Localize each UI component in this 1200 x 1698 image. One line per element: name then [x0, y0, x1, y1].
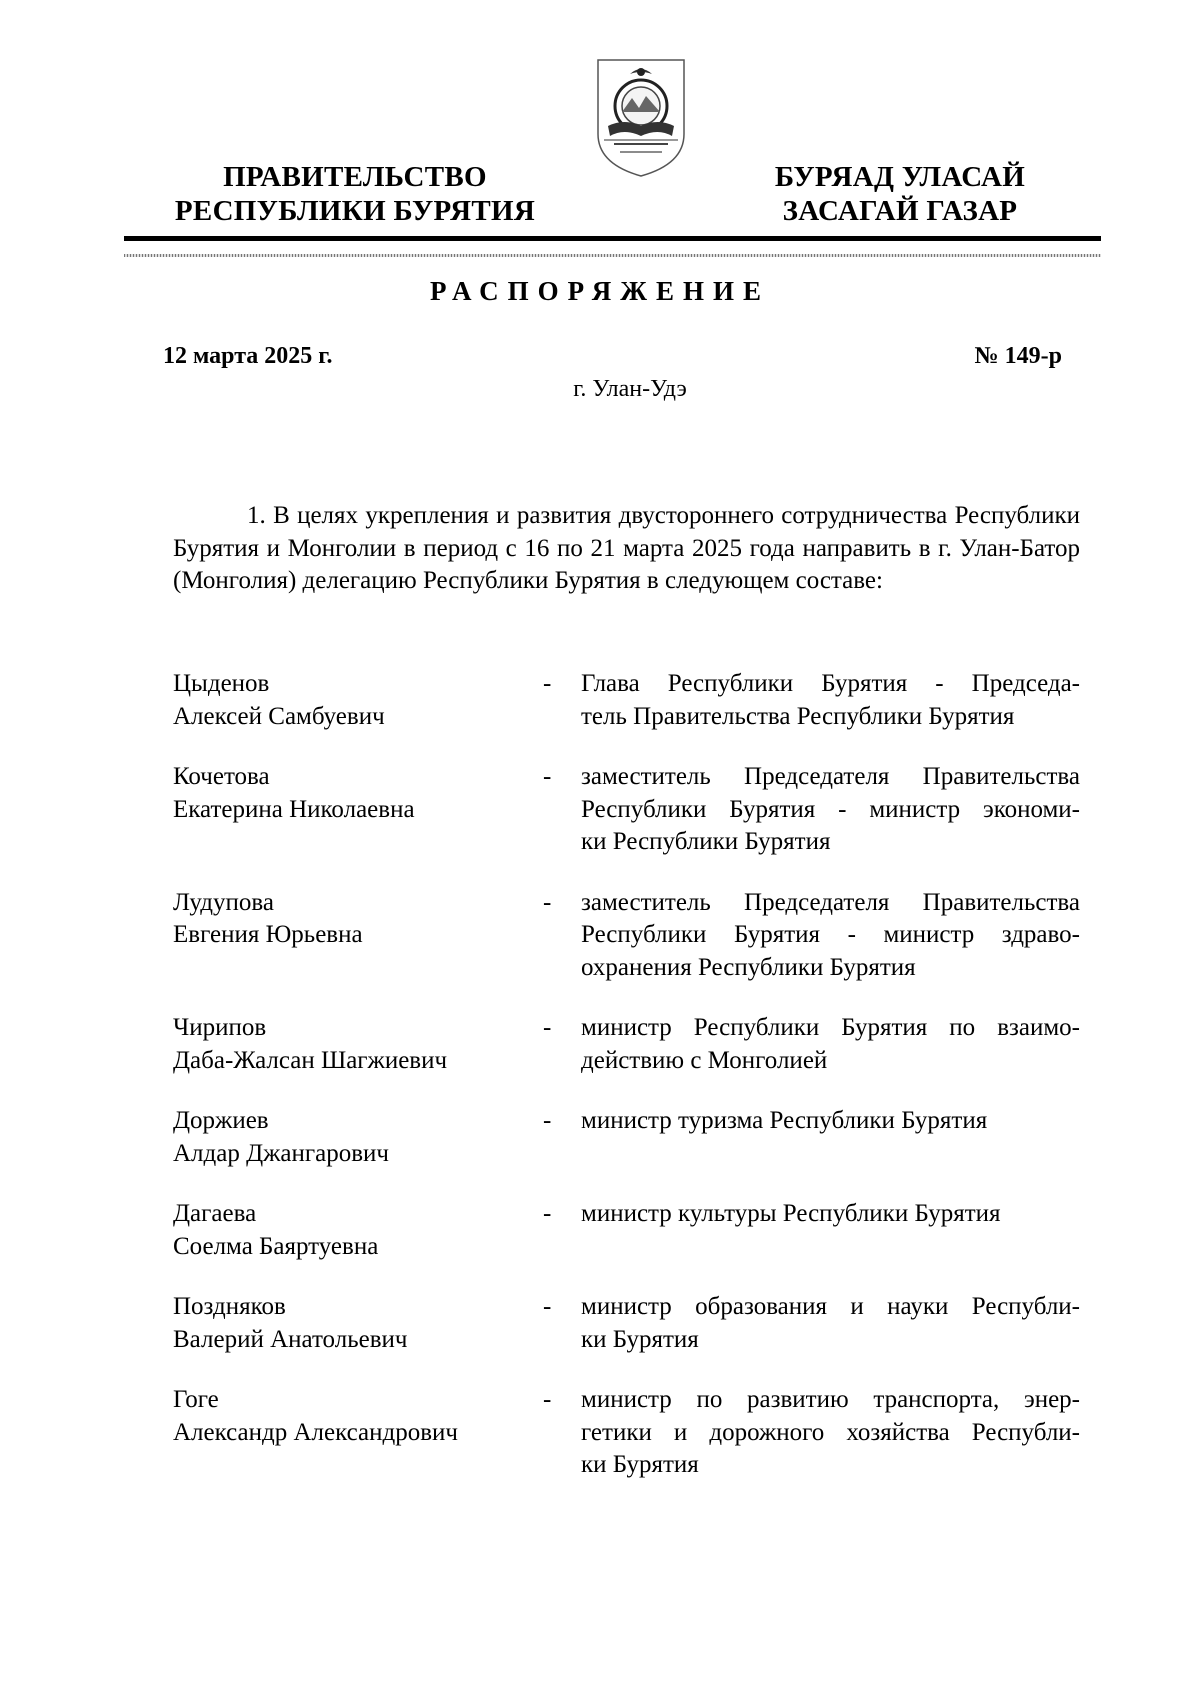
member-role: [581, 1105, 1080, 1170]
delegation-member: [173, 1105, 1080, 1170]
member-role-line: министр по развитию транспорта, энер-: [581, 1386, 1080, 1413]
member-surname: Цыденов: [173, 670, 270, 697]
member-dash: -: [543, 1293, 552, 1320]
document-number: № 149-р: [974, 343, 1062, 369]
member-surname: Дагаева: [173, 1200, 257, 1227]
header-left-line2: РЕСПУБЛИКИ БУРЯТИЯ: [174, 195, 536, 227]
member-role-line: заместитель Председателя Правительства: [581, 888, 1080, 916]
member-name: [173, 761, 543, 859]
intro-paragraph: 1. В целях укрепления и развития двустороннего сотрудничества Республики Бурятия и Монголии в период с 16 по 21 марта 2025 года направить в г. Улан-Батор (Монголия) делегацию Республики Бурятия в следующем составе:: [173, 502, 1080, 594]
member-role: [581, 887, 1080, 985]
document-date: 12 марта 2025 г.: [163, 343, 333, 369]
member-name: [173, 668, 543, 733]
header-divider-thin: [124, 254, 1101, 257]
member-dash: -: [543, 1200, 552, 1227]
member-given-names: Александр Александрович: [173, 1418, 458, 1446]
member-dash: -: [543, 1014, 552, 1041]
header-right-line2: ЗАСАГАЙ ГАЗАР: [782, 195, 1018, 227]
delegation-member: [173, 887, 1080, 985]
member-surname: Кочетова: [173, 763, 270, 790]
member-role: [581, 1291, 1080, 1356]
member-role-line: Республики Бурятия - министр здраво-: [581, 921, 1080, 948]
delegation-member: [173, 761, 1080, 859]
member-given-names: Екатерина Николаевна: [173, 795, 415, 823]
delegation-member: [173, 1291, 1080, 1356]
member-role-line: гетики и дорожного хозяйства Республи-: [581, 1418, 1080, 1446]
member-role: [581, 761, 1080, 859]
member-role-line: заместитель Председателя Правительства: [581, 763, 1080, 790]
header-right-line1: БУРЯАД УЛАСАЙ: [774, 161, 1026, 193]
member-role-line: министр культуры Республики Бурятия: [581, 1200, 1001, 1227]
member-role: [581, 1198, 1080, 1263]
member-surname: Чирипов: [173, 1014, 267, 1041]
member-role-line: ки Бурятия: [581, 1451, 699, 1478]
member-role-line: министр туризма Республики Бурятия: [581, 1107, 988, 1134]
member-name: [173, 1012, 543, 1077]
member-surname: Лудупова: [173, 888, 274, 916]
member-role: [581, 668, 1080, 733]
member-role-line: Республики Бурятия - министр экономи-: [581, 795, 1080, 823]
member-surname: Поздняков: [173, 1293, 286, 1320]
member-name: [173, 1384, 543, 1482]
member-role-line: действию с Монголией: [581, 1046, 828, 1074]
member-name: [173, 887, 543, 985]
member-role-line: ки Республики Бурятия: [581, 828, 831, 855]
member-surname: Доржиев: [173, 1107, 269, 1134]
member-given-names: Даба-Жалсан Шагжиевич: [173, 1046, 448, 1074]
delegation-list: [173, 668, 1080, 1482]
member-name: [173, 1105, 543, 1170]
member-role-line: министр Республики Бурятия по взаимо-: [581, 1014, 1080, 1041]
member-dash: -: [543, 1386, 552, 1413]
member-role-line: ки Бурятия: [581, 1325, 699, 1353]
header-left-line1: ПРАВИТЕЛЬСТВО: [223, 161, 487, 193]
member-name: [173, 1291, 543, 1356]
member-role-line: тель Правительства Республики Бурятия: [581, 702, 1015, 730]
document-type-title: РАСПОРЯЖЕНИЕ: [429, 276, 771, 306]
member-dash: -: [543, 763, 552, 790]
delegation-member: [173, 668, 1080, 733]
document-city: г. Улан-Удэ: [573, 376, 687, 402]
member-dash: -: [543, 670, 552, 697]
member-surname: Гоге: [173, 1386, 219, 1413]
header-left: [170, 160, 540, 228]
member-name: [173, 1198, 543, 1263]
member-role: [581, 1384, 1080, 1482]
header-right: [750, 160, 1050, 228]
coat-of-arms-emblem: [594, 56, 688, 180]
delegation-member: [173, 1384, 1080, 1482]
member-dash: -: [543, 888, 552, 916]
member-given-names: Валерий Анатольевич: [173, 1325, 408, 1353]
member-role-line: охранения Республики Бурятия: [581, 953, 916, 981]
member-role-line: Глава Республики Бурятия - Председа-: [581, 670, 1080, 697]
member-dash: -: [543, 1107, 552, 1134]
delegation-member: [173, 1198, 1080, 1263]
member-given-names: Алексей Самбуевич: [173, 702, 385, 730]
member-given-names: Алдар Джангарович: [173, 1139, 390, 1167]
member-role: [581, 1012, 1080, 1077]
member-given-names: Евгения Юрьевна: [173, 921, 363, 948]
header-divider-thick: [124, 236, 1101, 241]
member-given-names: Соелма Баяртуевна: [173, 1232, 379, 1260]
member-role-line: министр образования и науки Республи-: [581, 1293, 1080, 1320]
delegation-member: [173, 1012, 1080, 1077]
